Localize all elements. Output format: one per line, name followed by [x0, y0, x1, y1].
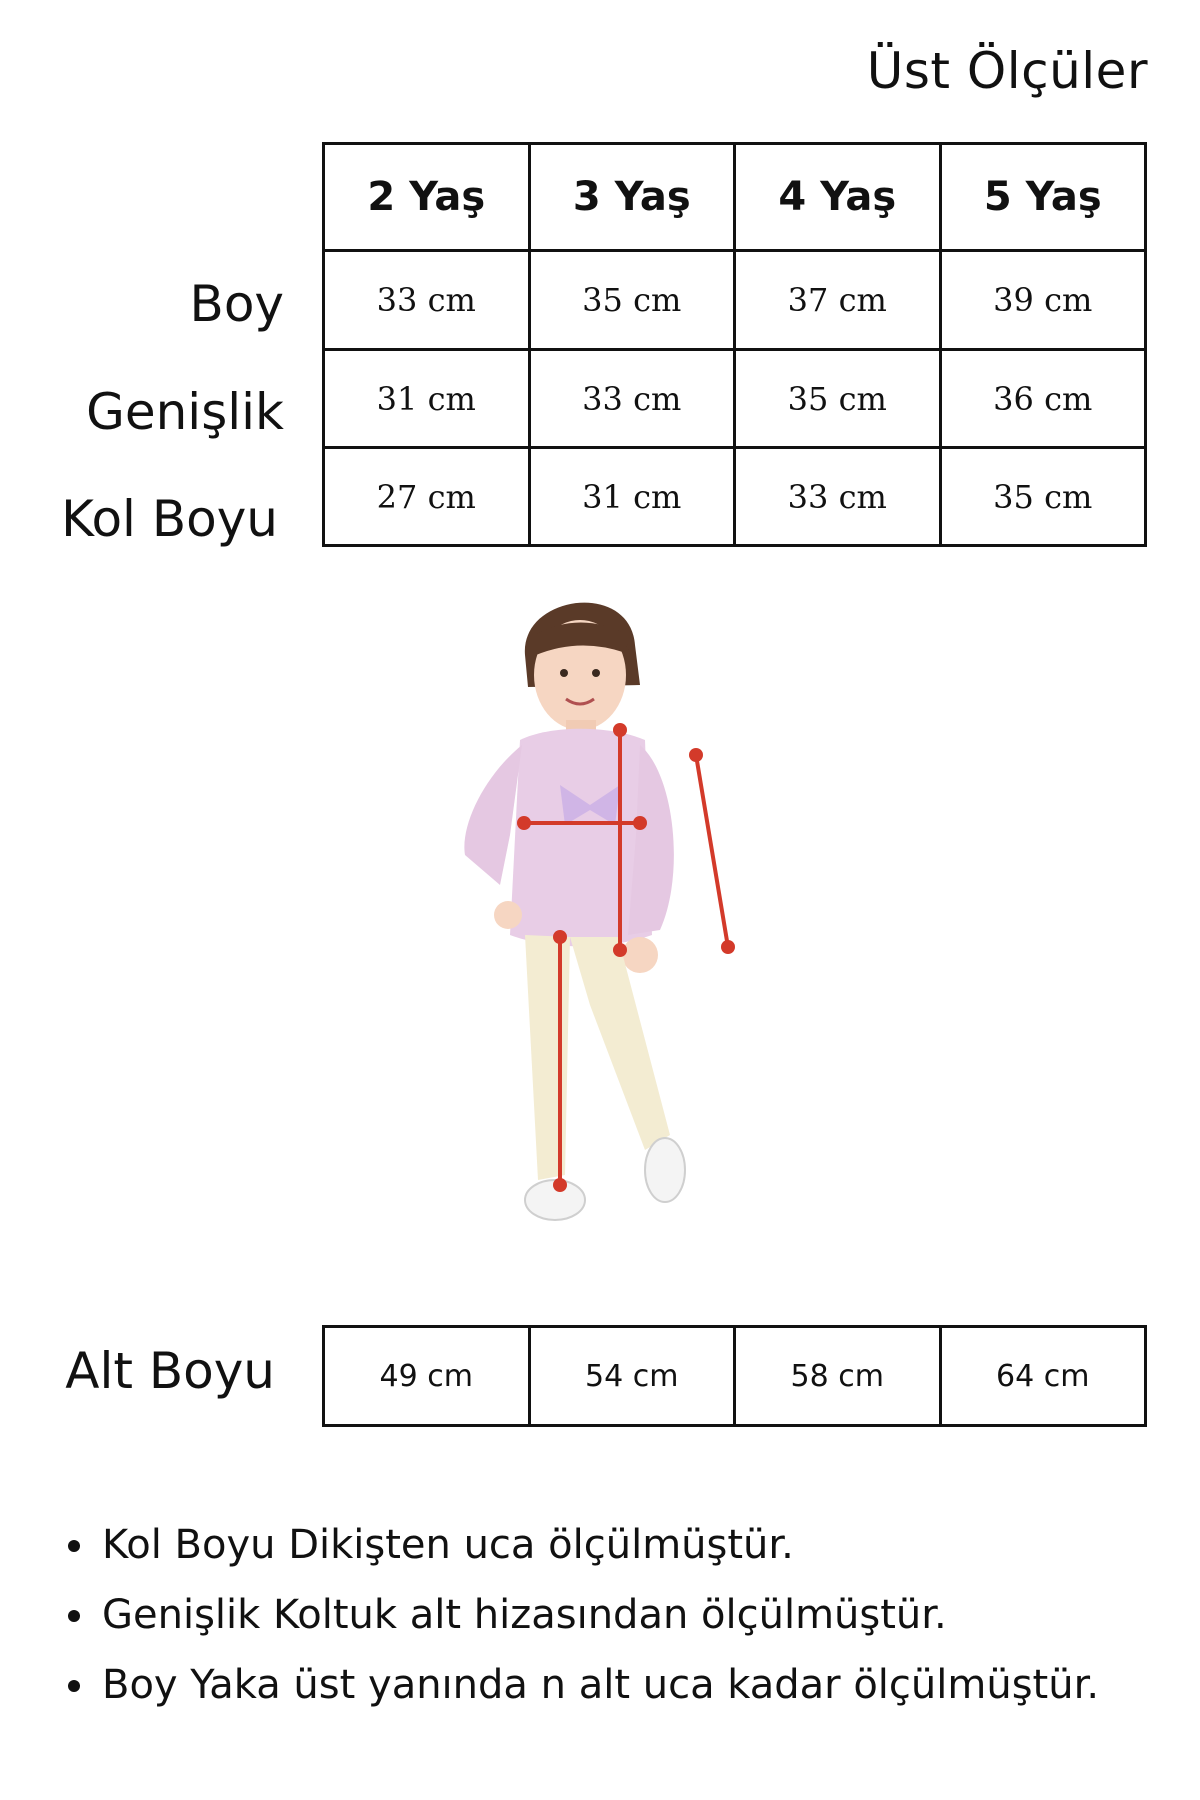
table-cell: 37 cm — [735, 251, 941, 350]
table-row — [324, 448, 1146, 546]
header-cell: 3 Yaş — [529, 144, 735, 251]
row-label-boy: Boy — [189, 275, 284, 333]
bullet-icon — [68, 1610, 80, 1622]
list-item — [60, 1650, 1099, 1720]
table-row — [324, 350, 1146, 448]
table-cell: 33 cm — [529, 350, 735, 448]
header-cell: 5 Yaş — [940, 144, 1146, 251]
table-cell: 35 cm — [529, 251, 735, 350]
top-size-table — [322, 142, 1147, 547]
left-hand — [494, 901, 522, 929]
right-eye — [592, 669, 600, 677]
table-cell: 35 cm — [940, 448, 1146, 546]
table-cell: 36 cm — [940, 350, 1146, 448]
table-cell: 31 cm — [324, 350, 530, 448]
alt-measure-dot — [553, 930, 567, 944]
bullet-icon — [68, 1680, 80, 1692]
kol-measure-line — [696, 755, 728, 947]
bullet-icon — [68, 1540, 80, 1552]
right-leg — [570, 937, 670, 1150]
genislik-measure-dot — [633, 816, 647, 830]
header-cell: 2 Yaş — [324, 144, 530, 251]
row-label-kol-boyu: Kol Boyu — [61, 490, 278, 548]
table-cell: 39 cm — [940, 251, 1146, 350]
note-text: Kol Boyu Dikişten uca ölçülmüştür. — [102, 1522, 794, 1568]
left-eye — [560, 669, 568, 677]
right-shoe — [645, 1138, 685, 1202]
boy-measure-dot — [613, 943, 627, 957]
genislik-measure-dot — [517, 816, 531, 830]
row-label-alt-boyu: Alt Boyu — [65, 1342, 275, 1400]
boy-measure-dot — [613, 723, 627, 737]
note-text: Genişlik Koltuk alt hizasından ölçülmüştür. — [102, 1592, 947, 1638]
table-row — [324, 1327, 1146, 1426]
table-cell: 35 cm — [735, 350, 941, 448]
table-cell: 49 cm — [324, 1327, 530, 1426]
left-leg — [525, 935, 570, 1180]
table-cell: 33 cm — [735, 448, 941, 546]
model-illustration — [440, 575, 770, 1320]
table-row — [324, 251, 1146, 350]
table-cell: 33 cm — [324, 251, 530, 350]
kol-measure-dot — [721, 940, 735, 954]
left-sleeve — [464, 745, 522, 885]
kol-measure-dot — [689, 748, 703, 762]
right-hand — [622, 937, 658, 973]
note-text: Boy Yaka üst yanında n alt uca kadar ölçülmüştür. — [102, 1662, 1100, 1708]
table-cell: 31 cm — [529, 448, 735, 546]
notes-list — [60, 1510, 1099, 1720]
page-title: Üst Ölçüler — [866, 42, 1148, 100]
header-cell: 4 Yaş — [735, 144, 941, 251]
table-cell: 54 cm — [529, 1327, 735, 1426]
table-cell: 27 cm — [324, 448, 530, 546]
table-header-row — [324, 144, 1146, 251]
table-cell: 64 cm — [940, 1327, 1146, 1426]
table-cell: 58 cm — [735, 1327, 941, 1426]
bottom-size-table — [322, 1325, 1147, 1427]
alt-measure-dot — [553, 1178, 567, 1192]
list-item — [60, 1510, 1099, 1580]
row-label-genislik: Genişlik — [86, 383, 284, 441]
list-item — [60, 1580, 1099, 1650]
